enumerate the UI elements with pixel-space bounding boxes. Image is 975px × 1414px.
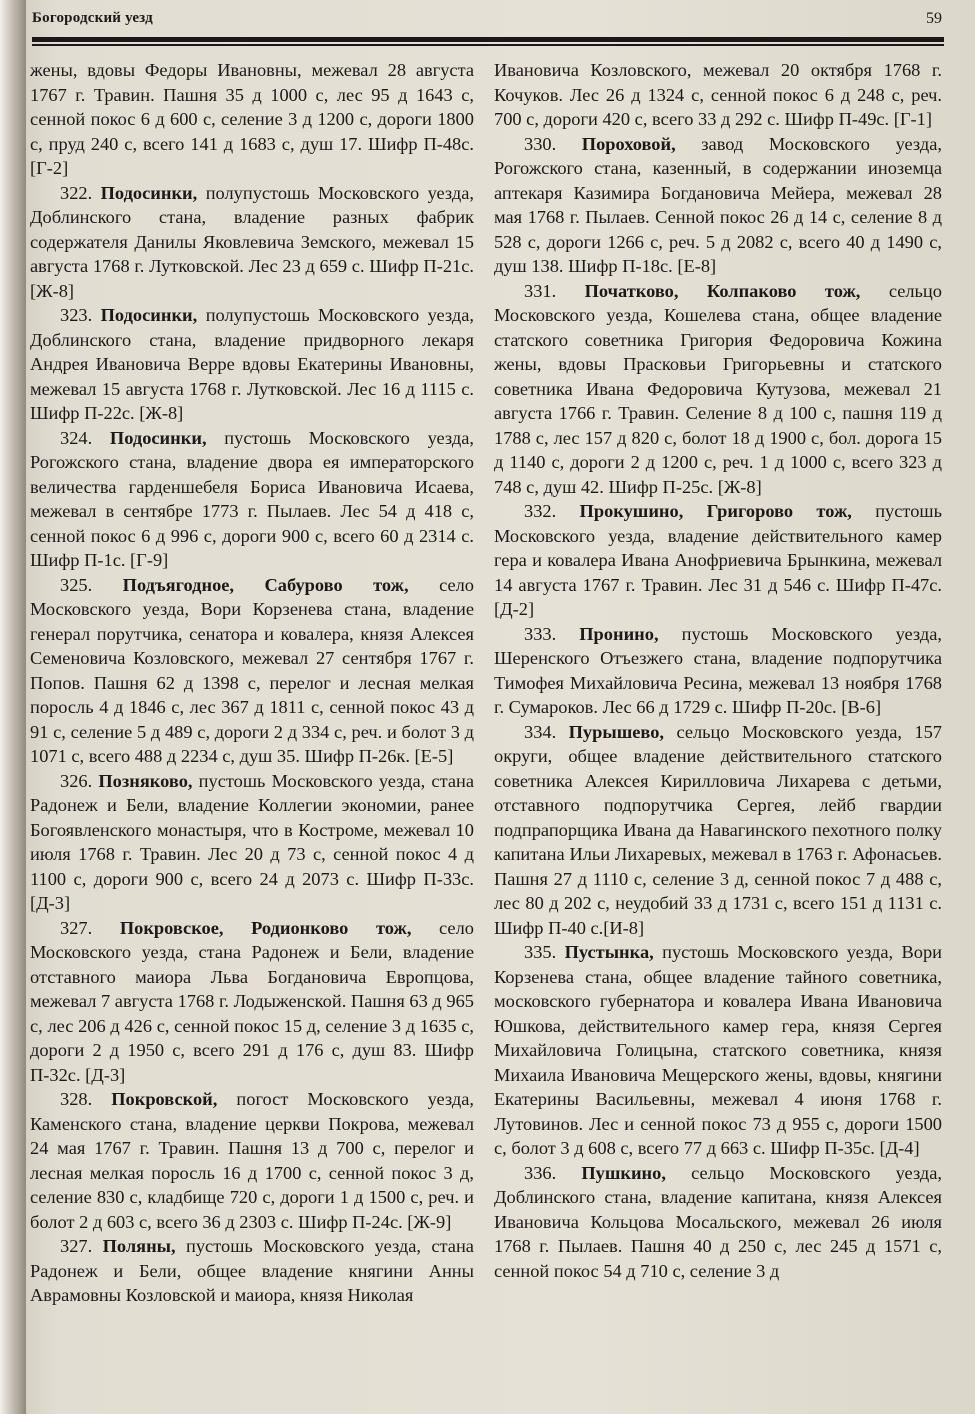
entry-text: пустошь Московского уезда, владение действительного камер гера и ковалера Ивана Анофриевича Брынкина, межевал 14 августа 1767 г. Травин. Лес 31 д 546 с. Шифр П-47с. [Д-2] (494, 501, 942, 619)
entry-heading: Подъягодное, Сабурово тож, (122, 574, 409, 595)
entry-heading: Пушкино, (581, 1162, 666, 1183)
entry-heading: Позняково, (98, 770, 193, 791)
entry-number: 325. (60, 574, 93, 595)
entry-heading: Поляны, (102, 1236, 176, 1256)
entry-heading: Покровское, Родионково тож, (119, 917, 412, 938)
entry-number: 332. (524, 501, 557, 521)
header-title: Богородский уезд (32, 10, 153, 26)
entry-number: 323. (60, 305, 93, 325)
right-column (494, 58, 942, 1403)
entry-text: полупустошь Московского уезда, Доблинского стана, владение придворного лекаря Андрея Ивановича Верре вдовы Екатерины Ивановны, межевал 15 августа 1768 г. Лутковской. Лес 16 д 1115 с. Шифр П-22с. [Ж-8] (30, 305, 474, 423)
entry-text: завод Московского уезда, Рогожского стана, казенный, в содержании иноземца аптекаря Казимира Богдановича Мейера, межевал 28 мая 1768 г. Пылаев. Сенной покос 26 д 14 с, селение 8 д 528 с, дороги 1266 с, реч. 5 д 2082 с, всего 40 д 1490 с, душ 138. Шифр П-18с. [Е-8] (494, 133, 942, 276)
entry-paragraph (494, 279, 942, 500)
entry-paragraph (30, 303, 474, 426)
entry-heading: Подосинки, (109, 427, 207, 448)
entry-number: 331. (524, 280, 557, 301)
entry-paragraph (30, 1087, 474, 1234)
header-rule-thick (32, 37, 944, 42)
entry-text: Ивановича Козловского, межевал 20 октября 1768 г. Кочуков. Лес 26 д 1324 с, сенной покос 6 д 248 с, реч. 700 с, дороги 420 с, всего 33 д 292 с. Шифр П-49с. [Г-1] (494, 60, 942, 129)
entry-text: пустошь Московского уезда, стана Радонеж и Бели, общее владение княгини Анны Аврамовны Козловской и маиора, князя Николая (30, 1236, 474, 1305)
page-number: 59 (926, 10, 942, 27)
entry-paragraph (494, 720, 942, 941)
entry-paragraph (494, 940, 942, 1161)
entry-text: погост Московского уезда, Каменского стана, владение церкви Покрова, межевал 24 мая 1767 г. Травин. Пашня 13 д 700 с, перелог и лесная мелкая поросль 16 д 1700 с, сенной покос 3 д, селение 830 с, кладбище 720 с, дороги 1 д 1500 с, реч. и болот 2 д 603 с, всего 36 д 2303 с. Шифр П-24с. [Ж-9] (30, 1089, 474, 1232)
entry-number: 324. (60, 427, 93, 448)
entry-number: 327. (60, 917, 93, 938)
entry-number: 330. (524, 133, 557, 154)
entry-number: 322. (60, 182, 93, 203)
adjacent-page-edge (0, 0, 26, 1414)
header-rule-thin (32, 44, 944, 46)
entry-number: 333. (524, 623, 557, 644)
entry-text: сельцо Московского уезда, Доблинского стана, владение капитана, князя Алексея Ивановича Кольцова Мосальского, межевал 26 июля 1768 г. Пылаев. Пашня 40 д 250 с, лес 245 д 1571 с, сенной покос 54 д 710 с, селение 3 д (494, 1162, 942, 1281)
entry-paragraph (30, 426, 474, 573)
running-header (32, 10, 942, 32)
entry-number: 327. (60, 1236, 93, 1256)
entry-paragraph (494, 622, 942, 720)
entry-paragraph (30, 573, 474, 769)
entry-number: 335. (524, 942, 557, 962)
entry-paragraph (30, 916, 474, 1088)
adjacent-page-fragment (0, 0, 26, 20)
entry-heading: Прокушино, Григорово тож, (579, 501, 852, 521)
entry-text: пустошь Московского уезда, стана Радонеж и Бели, владение Коллегии экономии, ранее Богоявленского монастыря, что в Костроме, межевал 10 июля 1768 г. Травин. Лес 20 д 73 с, сенной покос 4 д 1100 с, дороги 900 с, всего 24 д 2073 с. Шифр П-33с. [Д-3] (30, 770, 474, 913)
entry-paragraph (494, 499, 942, 622)
entry-text: сельцо Московского уезда, 157 округи, общее владение действительного статского советника Алексея Кирилловича Лихарева с детьми, отставного подпорутчика Сергея, лейб гвардии подпрапорщика Ивана да Навагинского пехотного полку капитана Ильи Лихаревых, межевал в 1763 г. Афонасьев. Пашня 27 д 1110 с, селение 3 д, сенной покос 7 д 488 с, лес 80 д 202 с, неудобий 33 д 1731 с, всего 151 д 1131 с. Шифр П-40 с.[И-8] (494, 721, 942, 938)
entry-heading: Початково, Колпаково тож, (584, 280, 861, 301)
entry-heading: Пронино, (579, 623, 659, 644)
entry-heading: Покровской, (111, 1089, 218, 1109)
entry-text: село Московского уезда, Вори Корзенева стана, владение генерал порутчика, сенатора и ковалера, князя Алексея Семеновича Козловского, межевал 27 сентября 1767 г. Попов. Пашня 62 д 1398 с, перелог и лесная мелкая поросль 4 д 1846 с, лес 367 д 1811 с, сенной покос 43 д 91 с, селение 5 д 489 с, дороги 2 д 334 с, реч. и болот 3 д 1071 с, всего 488 д 2234 с, душ 35. Шифр П-26к. [Е-5] (30, 574, 474, 766)
entry-heading: Пороховой, (581, 133, 676, 154)
entry-paragraph (494, 58, 942, 132)
entry-paragraph (494, 132, 942, 279)
entry-number: 328. (60, 1089, 93, 1109)
entry-paragraph (30, 1234, 474, 1308)
entry-number: 326. (60, 770, 93, 791)
entry-heading: Подосинки, (100, 182, 198, 203)
entry-text: жены, вдовы Федоры Ивановны, межевал 28 августа 1767 г. Травин. Пашня 35 д 1000 с, лес 95 д 1643 с, сенной покос 6 д 600 с, селение 3 д 1200 с, дороги 1800 с, пруд 240 с, всего 141 д 1683 с, душ 17. Шифр П-48с. [Г-2] (30, 60, 474, 178)
entry-paragraph (30, 58, 474, 181)
entry-heading: Пурышево, (568, 721, 664, 742)
entry-heading: Подосинки, (100, 305, 198, 325)
entry-text: сельцо Московского уезда, Кошелева стана, общее владение статского советника Григория Федоровича Кожина жены, вдовы Прасковьи Григорьевны и статского советника Ивана Федоровича Кутузова, межевал 21 августа 1766 г. Травин. Селение 8 д 100 с, пашня 119 д 1788 с, лес 157 д 820 с, болот 18 д 1900 с, бол. дорога 15 д 1140 с, дороги 2 д 1200 с, реч. 1 д 1000 с, всего 323 д 748 с, душ 42. Шифр П-25с. [Ж-8] (494, 280, 942, 497)
entry-text: пустошь Московского уезда, Рогожского стана, владение двора ея императорского величества гарденшебеля Бориса Ивановича Исаева, межевал в сентябре 1773 г. Пылаев. Лес 54 д 418 с, сенной покос 6 д 996 с, дороги 900 с, всего 60 д 2314 с. Шифр П-1с. [Г-9] (30, 427, 474, 570)
entry-paragraph (494, 1161, 942, 1284)
entry-paragraph (30, 769, 474, 916)
entry-text: село Московского уезда, стана Радонеж и Бели, владение отставного маиора Льва Богдановича Европцова, межевал 7 августа 1768 г. Лодыженской. Пашня 63 д 965 с, лес 206 д 426 с, сенной покос 15 д, селение 3 д 1635 с, дороги 2 д 1950 с, всего 291 д 176 с, душ 83. Шифр П-32с. [Д-3] (30, 917, 474, 1085)
entry-paragraph (30, 181, 474, 304)
entry-number: 334. (524, 721, 557, 742)
left-column (30, 58, 474, 1403)
entry-number: 336. (524, 1162, 557, 1183)
entry-text: пустошь Московского уезда, Вори Корзенева стана, общее владение тайного советника, московского губернатора и ковалера Ивана Ивановича Юшкова, действительного камер гера, князя Сергея Михайловича Голицына, статского советника, князя Михаила Ивановича Мещерского жены, вдовы, княгини Екатерины Васильевны, межевал 4 июня 1768 г. Лутовинов. Лес и сенной покос 73 д 955 с, дороги 1500 с, болот 3 д 608 с, всего 77 д 663 с. Шифр П-35с. [Д-4] (494, 942, 942, 1158)
entry-heading: Пустынка, (564, 942, 654, 962)
entry-text: полупустошь Московского уезда, Доблинского стана, владение разных фабрик содержателя Данилы Яковлевича Земского, межевал 15 августа 1768 г. Лутковской. Лес 23 д 659 с. Шифр П-21с. [Ж-8] (30, 182, 474, 301)
entry-text: пустошь Московского уезда, Шеренского Отъезжего стана, владение подпорутчика Тимофея Михайловича Ресина, межевал 13 ноября 1768 г. Сумароков. Лес 66 д 1729 с. Шифр П-20с. [В-6] (494, 623, 942, 717)
